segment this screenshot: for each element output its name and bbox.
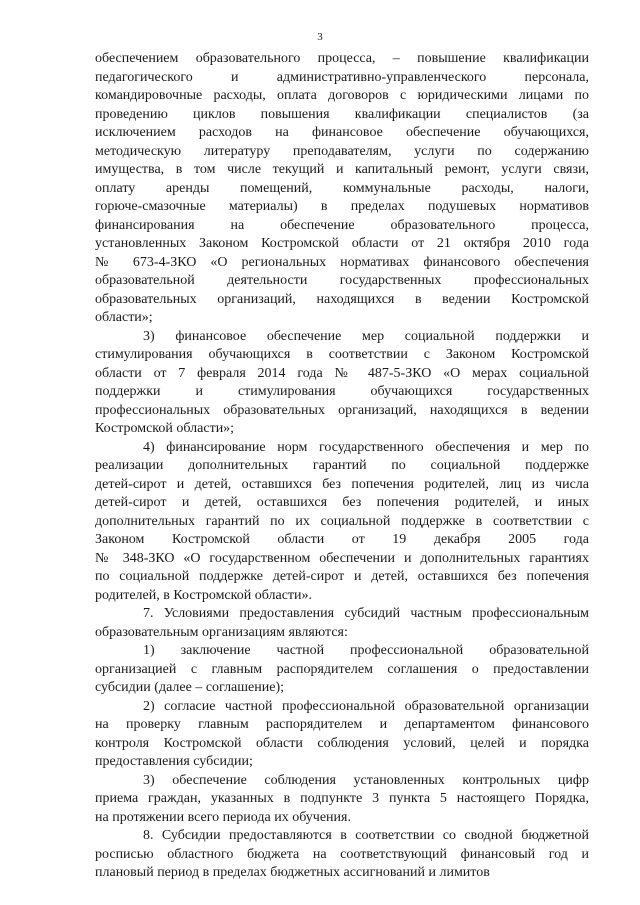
paragraph — [95, 328, 589, 439]
text-line: методическую литературу преподавателям, услуги по содержанию — [95, 143, 589, 159]
text-line: приема граждан, указанных в подпункте 3 пункта 5 настоящего Порядка, — [95, 791, 589, 806]
paragraph — [95, 698, 589, 772]
text-line: № 348-ЗКО «О государственном обеспечении и дополнительных гарантиях — [95, 550, 589, 566]
text-line: стимулирования обучающихся в соответствии с Законом Костромской — [95, 347, 589, 362]
text-line: предоставления субсидии; — [95, 754, 253, 769]
paragraph — [95, 439, 589, 606]
text-line: по социальной поддержке детей-сирот и детей, оставшихся без попечения — [95, 569, 589, 584]
text-line: дополнительных гарантий по их социальной поддержке в соответствии с — [95, 513, 589, 529]
paragraph — [95, 605, 589, 642]
text-line: горюче-смазочные материалы) в пределах подушевых нормативов — [95, 199, 589, 214]
text-line: оплату аренды помещений, коммунальные расходы, налоги, — [95, 180, 589, 196]
text-line: плановый период в пределах бюджетных ассигнований и лимитов — [95, 865, 490, 880]
paragraph — [95, 50, 589, 328]
text-line: области от 7 февраля 2014 года № 487-5-ЗКО «О мерах социальной — [95, 365, 589, 381]
text-line: 1) заключение частной профессиональной образовательной — [143, 643, 589, 658]
text-line: 3) обеспечение соблюдения установленных контрольных цифр — [143, 772, 589, 788]
text-line: на протяжении всего периода их обучения. — [95, 809, 351, 825]
text-line: контроля Костромской области соблюдения условий, целей и порядка — [95, 735, 589, 751]
text-line: 2) согласие частной профессиональной образовательной организации — [143, 698, 589, 714]
text-line: проведению циклов повышения квалификации специалистов (за — [95, 106, 589, 122]
text-line: Костромской области»; — [95, 421, 235, 436]
text-line: образовательной деятельности государственных профессиональных — [95, 273, 589, 288]
paragraph — [95, 642, 589, 698]
text-line: поддержки и стимулирования обучающихся государственных — [95, 384, 589, 399]
text-line: образовательным организациям являются: — [95, 624, 348, 640]
text-line: профессиональных образовательных организаций, находящихся в ведении — [95, 402, 589, 418]
text-line: родителей, в Костромской области». — [95, 587, 313, 603]
text-line: педагогического и административно-управленческого персонала, — [95, 69, 589, 85]
text-line: обеспечением образовательного процесса, – повышение квалификации — [95, 51, 589, 66]
text-line: 7. Условиями предоставления субсидий частным профессиональным — [143, 606, 589, 621]
text-line: детей-сирот и детей, оставшихся без попечения родителей, и иных — [95, 495, 589, 510]
text-line: № 673-4-ЗКО «О региональных нормативах финансового обеспечения — [95, 254, 589, 270]
text-line: организацией с главным распорядителем соглашения о предоставлении — [95, 661, 589, 677]
text-line: 4) финансирование норм государственного обеспечения и мер по — [143, 439, 589, 455]
text-line: исключением расходов на финансовое обеспечение обучающихся, — [95, 125, 589, 140]
document-body — [95, 50, 589, 883]
text-line: реализации дополнительных гарантий по социальной поддержке — [95, 458, 589, 473]
page-number: 3 — [317, 31, 323, 43]
text-line: на проверку главным распорядителем и департаментом финансового — [95, 717, 589, 732]
text-line: образовательных организаций, находящихся в ведении Костромской — [95, 291, 589, 307]
text-line: субсидии (далее – соглашение); — [95, 680, 285, 695]
text-line: росписью областного бюджета на соответствующий финансовый год и — [95, 846, 589, 862]
text-line: детей-сирот и детей, оставшихся без попечения родителей, лиц из числа — [95, 476, 589, 492]
text-line: 8. Субсидии предоставляются в соответствии со сводной бюджетной — [143, 828, 589, 843]
text-line: финансирования на обеспечение образовательного процесса, — [95, 217, 589, 233]
text-line: установленных Законом Костромской области от 21 октября 2010 года — [95, 236, 589, 251]
text-line: Законом Костромской области от 19 декабря 2005 года — [95, 532, 589, 547]
text-line: 3) финансовое обеспечение мер социальной поддержки и — [143, 328, 589, 344]
text-line: командировочные расходы, оплата договоров с юридическими лицами по — [95, 88, 589, 103]
text-line: области»; — [95, 310, 153, 325]
text-line: имущества, в том числе текущий и капитальный ремонт, услуги связи, — [95, 162, 589, 177]
paragraph — [95, 772, 589, 828]
paragraph — [95, 827, 589, 883]
